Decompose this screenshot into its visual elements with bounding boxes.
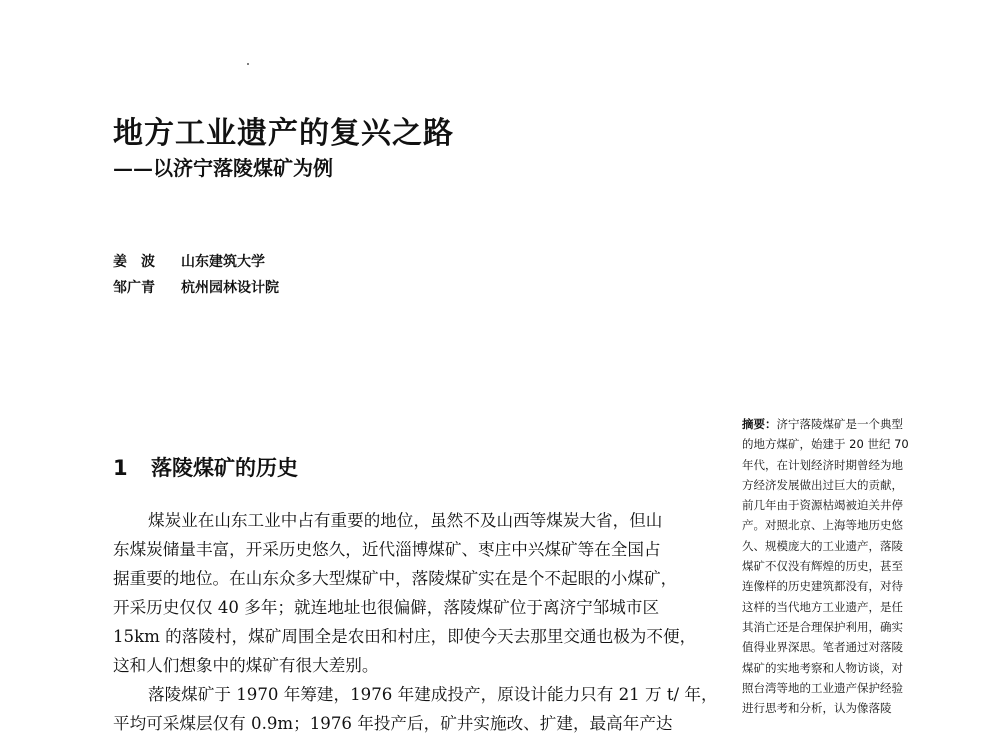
section-number: 1 bbox=[113, 456, 128, 480]
abstract-line: 前几年由于资源枯竭被迫关井停 bbox=[742, 498, 903, 513]
abstract-line: 进行思考和分析，认为像落陵 bbox=[742, 701, 892, 716]
section-title: 落陵煤矿的历史 bbox=[151, 456, 298, 480]
paper-title: 地方工业遗产的复兴之路 bbox=[113, 116, 454, 151]
body-text-line: 平均可采煤层仅有 0.9m；1976 年投产后，矿井实施改、扩建，最高年产达 bbox=[113, 714, 673, 733]
body-text-line: 这和人们想象中的煤矿有很大差别。 bbox=[113, 656, 379, 675]
body-text-line: 煤炭业在山东工业中占有重要的地位，虽然不及山西等煤炭大省，但山 bbox=[148, 511, 663, 530]
abstract-line: 其消亡还是合理保护利用，确实 bbox=[742, 619, 903, 634]
abstract-label: 摘要： bbox=[742, 417, 777, 431]
abstract-line: 连像样的历史建筑都没有，对待 bbox=[742, 579, 903, 594]
abstract-line: 年代，在计划经济时期曾经为地 bbox=[742, 457, 903, 472]
section-heading bbox=[113, 452, 298, 482]
abstract-text: 济宁落陵煤矿是一个典型 bbox=[776, 417, 903, 431]
abstract-line bbox=[742, 414, 942, 434]
abstract-line: 的地方煤矿，始建于 20 世纪 70 bbox=[742, 437, 909, 452]
abstract-line: 产。对照北京、上海等地历史悠 bbox=[742, 518, 903, 533]
abstract-line: 久、规模庞大的工业遗产，落陵 bbox=[742, 538, 903, 553]
author-affiliation: 杭州园林设计院 bbox=[181, 280, 279, 296]
abstract-line: 煤矿不仅没有辉煌的历史，甚至 bbox=[742, 559, 903, 574]
body-text-line: 东煤炭储量丰富，开采历史悠久，近代淄博煤矿、枣庄中兴煤矿等在全国占 bbox=[113, 540, 661, 559]
body-text-line: 落陵煤矿于 1970 年筹建，1976 年建成投产，原设计能力只有 21 万 t/ 年， bbox=[148, 685, 718, 704]
abstract-line: 方经济发展做出过巨大的贡献， bbox=[742, 477, 903, 492]
body-text-line: 15km 的落陵村，煤矿周围全是农田和村庄，即使今天去那里交通也极为不便， bbox=[113, 627, 697, 646]
abstract-sidebar bbox=[742, 414, 942, 718]
body-text-line: 开采历史仅仅 40 多年；就连地址也很偏僻，落陵煤矿位于离济宁邹城市区 bbox=[113, 598, 660, 617]
body-text-line: 据重要的地位。在山东众多大型煤矿中，落陵煤矿实在是个不起眼的小煤矿， bbox=[113, 569, 678, 588]
author-name: 邹广青 bbox=[113, 280, 155, 296]
author-line bbox=[113, 251, 265, 271]
scan-speck bbox=[247, 63, 249, 65]
paper-subtitle: ——以济宁落陵煤矿为例 bbox=[113, 156, 333, 180]
abstract-line: 这样的当代地方工业遗产，是任 bbox=[742, 599, 903, 614]
abstract-line: 照台湾等地的工业遗产保护经验 bbox=[742, 680, 903, 695]
author-line bbox=[113, 277, 279, 297]
author-affiliation: 山东建筑大学 bbox=[181, 254, 265, 270]
author-name: 姜 波 bbox=[113, 254, 155, 270]
abstract-line: 值得业界深思。笔者通过对落陵 bbox=[742, 640, 903, 655]
abstract-line: 煤矿的实地考察和人物访谈，对 bbox=[742, 660, 903, 675]
